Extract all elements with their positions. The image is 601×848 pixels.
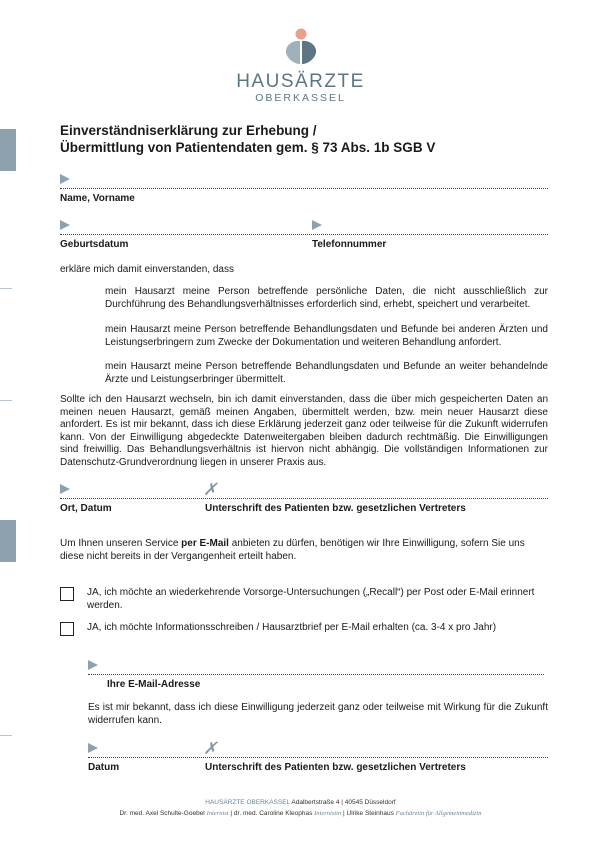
consent-item: mein Hausarzt meine Person betreffende persönliche Daten, die nicht ausschließlich zur Durchführung des Behandlungsverhältnisses erforderlich sind, erhebt, speichert und verarbeitet. bbox=[105, 286, 548, 310]
place-date-signature-line[interactable] bbox=[60, 498, 548, 499]
side-tick bbox=[0, 400, 12, 401]
footer-practice: HAUSÄRZTE OBERKASSEL bbox=[205, 799, 290, 806]
logo-icon bbox=[281, 26, 321, 66]
footer bbox=[0, 798, 601, 818]
revocation-text: Es ist mir bekannt, dass ich diese Einwilligung jederzeit ganz oder teilweise mit Wirkung für die Zukunft widerrufen kann. bbox=[88, 702, 548, 726]
birthdate-label: Geburtsdatum bbox=[60, 239, 129, 250]
arrow-icon bbox=[312, 220, 322, 230]
date-label: Datum bbox=[88, 762, 120, 773]
recall-checkbox-label: JA, ich möchte an wiederkehrende Vorsorge-Untersuchungen („Recall“) per Post oder E-Mail erinnert werden. bbox=[87, 587, 535, 611]
footer-address: Adalbertstraße 4 | 40545 Düsseldorf bbox=[291, 799, 396, 806]
recall-checkbox[interactable] bbox=[60, 587, 74, 601]
title-line-2: Übermittlung von Patientendaten gem. § 73 Abs. 1b SGB V bbox=[60, 140, 436, 155]
email-field-line[interactable] bbox=[88, 674, 544, 675]
date-signature-line[interactable] bbox=[88, 757, 548, 758]
signature-label: Unterschrift des Patienten bzw. gesetzlichen Vertreters bbox=[205, 503, 466, 514]
side-tab-top bbox=[0, 129, 16, 171]
arrow-icon bbox=[60, 484, 70, 494]
arrow-icon bbox=[60, 174, 70, 184]
newsletter-checkbox[interactable] bbox=[60, 622, 74, 636]
name-field-line[interactable] bbox=[60, 188, 548, 189]
arrow-icon bbox=[60, 220, 70, 230]
practice-logo bbox=[0, 26, 601, 105]
side-tick bbox=[0, 735, 12, 736]
brand-name: HAUSÄRZTE bbox=[236, 71, 365, 92]
title-line-1: Einverständniserklärung zur Erhebung / bbox=[60, 123, 317, 138]
place-date-label: Ort, Datum bbox=[60, 503, 112, 514]
footer-doctors-line: Dr. med. Axel Schulte-Goebel Internist | dr. med. Caroline Kleophas Internistin | Ulrike Steinhaus Fachärztin für Allgemeinmedizin bbox=[119, 810, 482, 817]
footer-address-line bbox=[0, 798, 601, 807]
side-tab-bottom bbox=[0, 520, 16, 562]
email-label: Ihre E-Mail-Adresse bbox=[107, 679, 201, 690]
arrow-icon bbox=[88, 743, 98, 753]
signature-x-icon: ✗ bbox=[203, 480, 218, 499]
consent-paragraph: Sollte ich den Hausarzt wechseln, bin ich damit einverstanden, dass die über mich gespeicherten Daten an meinen neuen Hausarzt, gemäß meinen Angaben, übermittelt werden, bzw. mein neuer Hausarzt diese anfordert. Es ist mir bekannt, dass ich diese Erklärung jederzeit ganz oder teilweise für die Zukunft widerrufen kann. Von der Einwilligung abgedeckte Datenweitergaben bleiben dadurch rechtmäßig. Die Einwilligungen sind freiwillig. Das Behandlungsverhältnis ist hiervon nicht abhängig. Die vollständigen Informationen zur Datenschutz-Grundverordnung liegen in unserer Praxis aus. bbox=[60, 394, 548, 468]
intro-text: erkläre mich damit einverstanden, dass bbox=[60, 264, 234, 275]
arrow-icon bbox=[88, 660, 98, 670]
consent-item: mein Hausarzt meine Person betreffende Behandlungsdaten und Befunde bei anderen Ärzten und Leistungserbringern zum Zwecke der Dokumentation und weiteren Behandlung anfordert. bbox=[105, 324, 548, 348]
email-service-text: Um Ihnen unseren Service per E-Mail anbieten zu dürfen, benötigen wir Ihre Einwilligung, sofern Sie uns diese nicht bereits in der Vergangenheit erteilt haben. bbox=[60, 538, 525, 562]
page-title bbox=[60, 122, 560, 156]
newsletter-checkbox-label: JA, ich möchte Informationsschreiben / Hausarztbrief per E-Mail erhalten (ca. 3-4 x pro Jahr) bbox=[87, 622, 497, 633]
name-label: Name, Vorname bbox=[60, 193, 135, 204]
birthdate-phone-field-line[interactable] bbox=[60, 234, 548, 235]
consent-item: mein Hausarzt meine Person betreffende Behandlungsdaten und Befunde an weiter behandelnde Ärzte und Leistungserbringer übermittelt. bbox=[105, 361, 548, 385]
phone-label: Telefonnummer bbox=[312, 239, 387, 250]
email-service-bold: per E-Mail bbox=[181, 538, 229, 549]
signature-x-icon: ✗ bbox=[203, 739, 218, 758]
side-tick bbox=[0, 288, 12, 289]
signature-label-2: Unterschrift des Patienten bzw. gesetzlichen Vertreters bbox=[205, 762, 466, 773]
brand-subtitle: OBERKASSEL bbox=[255, 92, 346, 104]
